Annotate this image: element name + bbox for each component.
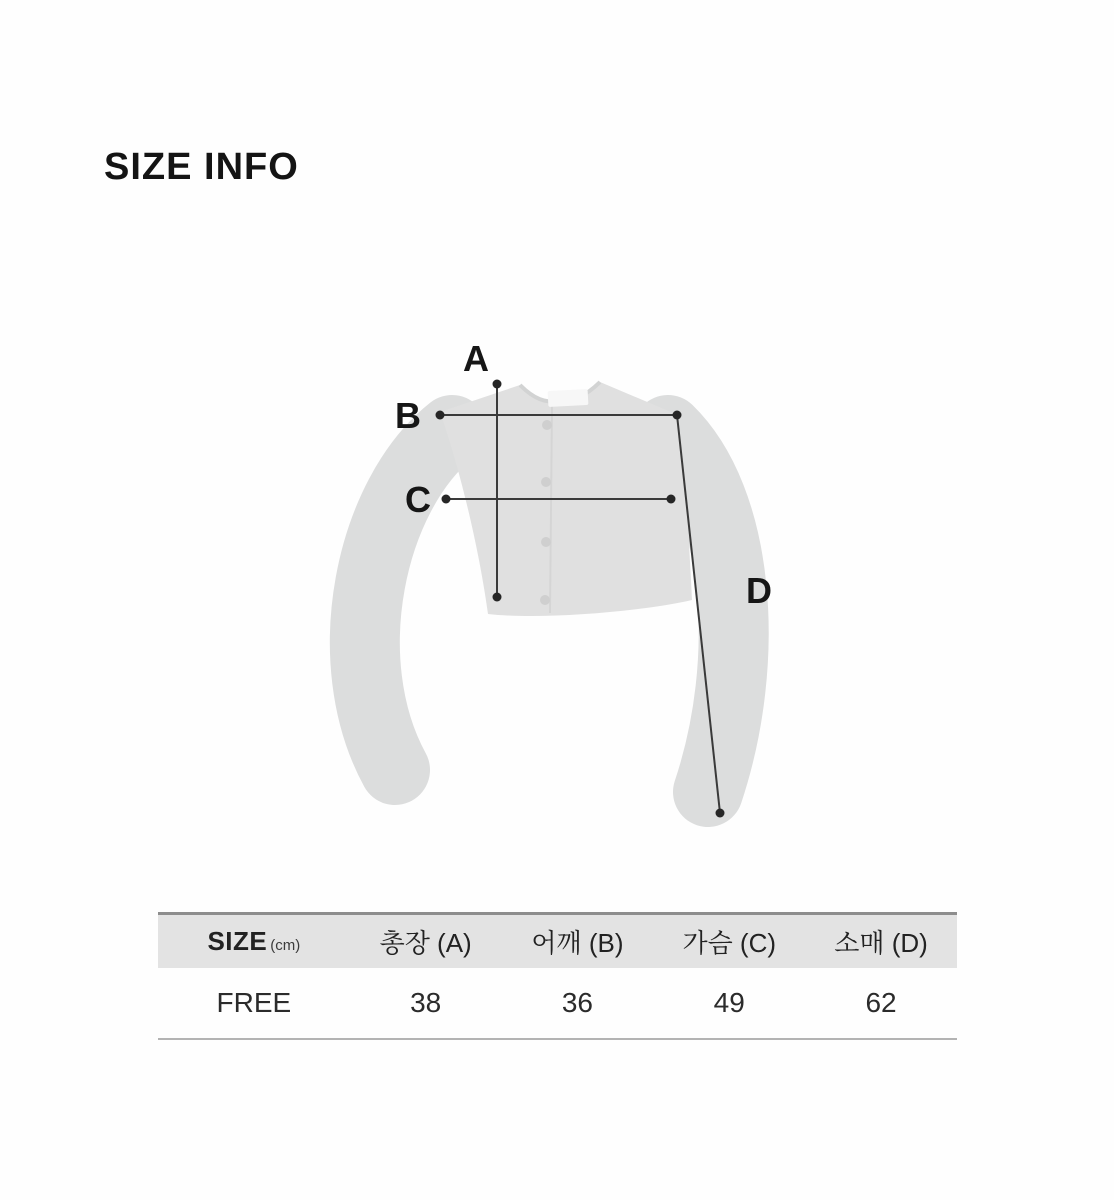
size-table-row-free [158,968,957,1040]
size-table-header-row [158,915,957,968]
cell-chest: 49 [713,987,745,1018]
col-header-chest: 가슴 (C) [682,928,777,958]
measure-label-b: B [395,395,421,436]
size-label: SIZE [207,926,268,956]
col-header-shoulder: 어깨 (B) [531,928,624,958]
measure-label-c: C [405,479,431,520]
size-unit-label: (cm) [270,937,301,954]
measure-label-d: D [746,570,772,611]
col-header-size [158,926,350,957]
col-header-total-length: 총장 (A) [379,928,472,958]
cell-size-name: FREE [216,987,292,1018]
page-title: SIZE INFO [104,146,299,188]
size-table [158,912,957,1040]
cell-shoulder: 36 [561,987,594,1018]
cropped-cardigan-illustration [365,382,734,792]
cell-total-length: 38 [410,987,442,1018]
measure-label-a: A [463,338,489,379]
neck-tag [548,389,589,407]
cell-sleeve: 62 [865,987,897,1018]
garment-measurement-diagram [300,330,860,860]
col-header-sleeve: 소매 (D) [834,928,928,958]
